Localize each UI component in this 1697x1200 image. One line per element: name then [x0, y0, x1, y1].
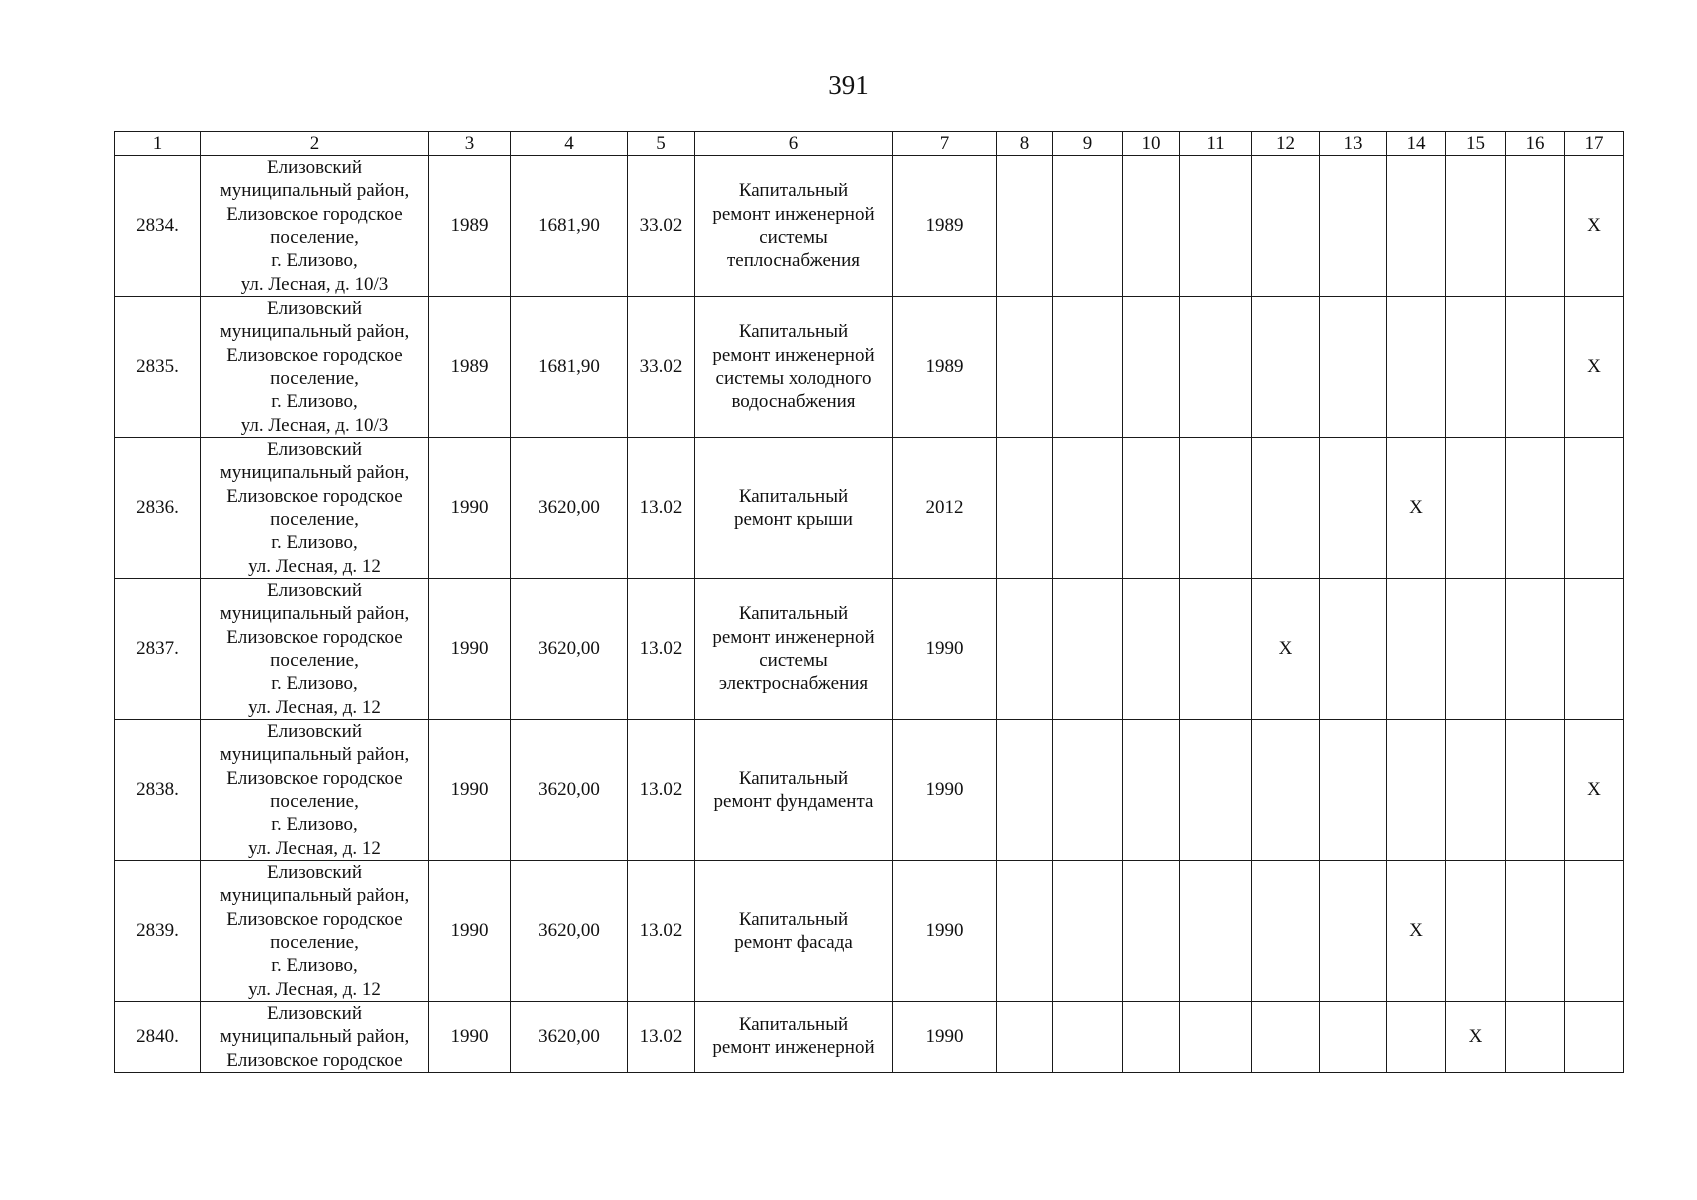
table-row	[115, 579, 1624, 720]
mark-cell-col-11	[1180, 438, 1252, 579]
work-type-cell	[695, 579, 893, 720]
mark-cell-col-11	[1180, 720, 1252, 861]
area-cell: 1681,90	[511, 297, 628, 438]
mark-cell-col-15	[1446, 156, 1506, 297]
mark-cell-col-10	[1123, 720, 1180, 861]
work-type-cell	[695, 720, 893, 861]
mark-cell-col-11	[1180, 1002, 1252, 1073]
address-line: г. Елизово,	[271, 814, 358, 836]
address-line: ул. Лесная, д. 12	[248, 555, 381, 577]
mark-cell-col-8	[997, 1002, 1053, 1073]
mark-cell-col-11	[1180, 861, 1252, 1002]
address-line: Елизовское городское	[226, 344, 403, 366]
work-line: системы	[759, 650, 828, 671]
row-number-cell: 2839.	[115, 861, 201, 1002]
row-number-cell: 2834.	[115, 156, 201, 297]
address-line: ул. Лесная, д. 12	[248, 837, 381, 859]
code-cell: 13.02	[628, 438, 695, 579]
address-line: поселение,	[270, 509, 359, 530]
mark-cell-col-9	[1053, 720, 1123, 861]
column-header-11: 11	[1180, 132, 1252, 156]
mark-cell-col-8	[997, 156, 1053, 297]
code-cell: 13.02	[628, 720, 695, 861]
mark-cell-col-12	[1252, 861, 1320, 1002]
mark-cell-col-17	[1565, 579, 1624, 720]
work-line: ремонт фасада	[734, 932, 853, 953]
address-line: Елизовский	[266, 862, 362, 884]
address-line: поселение,	[270, 791, 359, 812]
mark-cell-col-12	[1252, 1002, 1320, 1073]
mark-cell-col-12	[1252, 720, 1320, 861]
column-header-4: 4	[511, 132, 628, 156]
mark-cell-col-9	[1053, 297, 1123, 438]
address-line: муниципальный район,	[219, 1026, 410, 1048]
address-line: г. Елизово,	[271, 673, 358, 695]
code-cell: 33.02	[628, 297, 695, 438]
mark-cell-col-16	[1506, 720, 1565, 861]
row-number-cell: 2838.	[115, 720, 201, 861]
address-line: Елизовское городское	[226, 203, 403, 225]
work-line: ремонт крыши	[734, 509, 853, 530]
address-line: ул. Лесная, д. 10/3	[240, 273, 389, 295]
column-header-3: 3	[429, 132, 511, 156]
address-line: Елизовский	[266, 157, 362, 179]
repair-year-cell: 1989	[893, 297, 997, 438]
mark-cell-col-14	[1387, 156, 1446, 297]
mark-cell-col-17: X	[1565, 720, 1624, 861]
mark-cell-col-8	[997, 297, 1053, 438]
repair-year-cell: 2012	[893, 438, 997, 579]
mark-cell-col-11	[1180, 156, 1252, 297]
address-line: Елизовское городское	[226, 626, 403, 648]
address-cell	[201, 861, 429, 1002]
work-line: ремонт фундамента	[713, 791, 874, 812]
area-cell: 3620,00	[511, 861, 628, 1002]
column-header-16: 16	[1506, 132, 1565, 156]
mark-cell-col-15	[1446, 579, 1506, 720]
table-row	[115, 297, 1624, 438]
address-line: Елизовский	[266, 580, 362, 602]
mark-cell-col-16	[1506, 861, 1565, 1002]
column-header-15: 15	[1446, 132, 1506, 156]
column-header-2: 2	[201, 132, 429, 156]
work-line: Капитальный	[738, 321, 849, 343]
mark-cell-col-14	[1387, 297, 1446, 438]
address-line: Елизовский	[266, 721, 362, 743]
page-number: 391	[828, 70, 869, 100]
mark-cell-col-14	[1387, 720, 1446, 861]
column-header-6: 6	[695, 132, 893, 156]
address-line: Елизовское городское	[226, 485, 403, 507]
address-line: Елизовское городское	[226, 767, 403, 789]
work-line: ремонт инженерной	[712, 626, 875, 648]
repair-year-cell: 1990	[893, 720, 997, 861]
mark-cell-col-14: X	[1387, 861, 1446, 1002]
column-header-14: 14	[1387, 132, 1446, 156]
address-line: поселение,	[270, 932, 359, 953]
mark-cell-col-17	[1565, 1002, 1624, 1073]
column-header-10: 10	[1123, 132, 1180, 156]
address-line: ул. Лесная, д. 10/3	[240, 414, 389, 436]
area-cell: 3620,00	[511, 438, 628, 579]
work-line: ремонт инженерной	[712, 1037, 875, 1059]
table-row	[115, 720, 1624, 861]
mark-cell-col-14	[1387, 579, 1446, 720]
work-type-cell	[695, 438, 893, 579]
address-line: муниципальный район,	[219, 603, 410, 625]
mark-cell-col-13	[1320, 156, 1387, 297]
build-year-cell: 1990	[429, 720, 511, 861]
mark-cell-col-10	[1123, 438, 1180, 579]
mark-cell-col-13	[1320, 861, 1387, 1002]
area-cell: 3620,00	[511, 579, 628, 720]
mark-cell-col-8	[997, 438, 1053, 579]
address-line: ул. Лесная, д. 12	[248, 696, 381, 718]
mark-cell-col-17: X	[1565, 156, 1624, 297]
work-line: Капитальный	[738, 908, 849, 930]
mark-cell-col-16	[1506, 156, 1565, 297]
mark-cell-col-10	[1123, 297, 1180, 438]
build-year-cell: 1989	[429, 297, 511, 438]
work-line: ремонт инженерной	[712, 344, 875, 366]
repair-year-cell: 1990	[893, 579, 997, 720]
mark-cell-col-13	[1320, 438, 1387, 579]
mark-cell-col-9	[1053, 861, 1123, 1002]
mark-cell-col-16	[1506, 579, 1565, 720]
address-line: г. Елизово,	[271, 391, 358, 413]
work-type-cell	[695, 156, 893, 297]
repair-year-cell: 1990	[893, 861, 997, 1002]
address-cell	[201, 156, 429, 297]
column-header-13: 13	[1320, 132, 1387, 156]
mark-cell-col-8	[997, 720, 1053, 861]
row-number-cell: 2836.	[115, 438, 201, 579]
build-year-cell: 1989	[429, 156, 511, 297]
mark-cell-col-16	[1506, 1002, 1565, 1073]
mark-cell-col-9	[1053, 1002, 1123, 1073]
mark-cell-col-11	[1180, 297, 1252, 438]
address-line: муниципальный район,	[219, 885, 410, 907]
mark-cell-col-17	[1565, 438, 1624, 579]
mark-cell-col-15	[1446, 861, 1506, 1002]
address-line: поселение,	[270, 227, 359, 248]
column-header-9: 9	[1053, 132, 1123, 156]
work-line: Капитальный	[738, 1014, 849, 1035]
table-row	[115, 1002, 1624, 1073]
table-row	[115, 438, 1624, 579]
work-type-cell	[695, 1002, 893, 1073]
work-line: системы холодного	[715, 368, 872, 389]
code-cell: 13.02	[628, 1002, 695, 1073]
work-line: Капитальный	[738, 180, 849, 202]
work-line: ремонт инженерной	[712, 203, 875, 225]
address-line: г. Елизово,	[271, 250, 358, 272]
mark-cell-col-13	[1320, 297, 1387, 438]
address-cell	[201, 579, 429, 720]
mark-cell-col-12: X	[1252, 579, 1320, 720]
work-type-cell	[695, 861, 893, 1002]
build-year-cell: 1990	[429, 1002, 511, 1073]
mark-cell-col-11	[1180, 579, 1252, 720]
address-cell	[201, 720, 429, 861]
mark-cell-col-17	[1565, 861, 1624, 1002]
address-line: Елизовское городское	[226, 1049, 403, 1071]
mark-cell-col-15	[1446, 438, 1506, 579]
mark-cell-col-13	[1320, 579, 1387, 720]
mark-cell-col-15: X	[1446, 1002, 1506, 1073]
work-line: электроснабжения	[718, 673, 869, 695]
table-row	[115, 861, 1624, 1002]
area-cell: 3620,00	[511, 1002, 628, 1073]
row-number-cell: 2835.	[115, 297, 201, 438]
column-header-8: 8	[997, 132, 1053, 156]
mark-cell-col-8	[997, 579, 1053, 720]
repair-year-cell: 1990	[893, 1002, 997, 1073]
mark-cell-col-17: X	[1565, 297, 1624, 438]
mark-cell-col-8	[997, 861, 1053, 1002]
mark-cell-col-10	[1123, 156, 1180, 297]
header-row	[115, 132, 1624, 156]
build-year-cell: 1990	[429, 861, 511, 1002]
mark-cell-col-16	[1506, 438, 1565, 579]
work-line: Капитальный	[738, 485, 849, 507]
mark-cell-col-10	[1123, 579, 1180, 720]
mark-cell-col-10	[1123, 861, 1180, 1002]
mark-cell-col-10	[1123, 1002, 1180, 1073]
address-line: г. Елизово,	[271, 955, 358, 977]
area-cell: 3620,00	[511, 720, 628, 861]
address-line: Елизовское городское	[226, 908, 403, 930]
column-header-12: 12	[1252, 132, 1320, 156]
mark-cell-col-13	[1320, 1002, 1387, 1073]
build-year-cell: 1990	[429, 438, 511, 579]
column-header-1: 1	[115, 132, 201, 156]
address-line: Елизовский	[266, 1003, 362, 1024]
mark-cell-col-15	[1446, 297, 1506, 438]
register-table	[114, 131, 1624, 1073]
table-header	[115, 132, 1624, 156]
mark-cell-col-15	[1446, 720, 1506, 861]
address-line: муниципальный район,	[219, 744, 410, 766]
address-line: муниципальный район,	[219, 321, 410, 343]
code-cell: 13.02	[628, 579, 695, 720]
address-line: г. Елизово,	[271, 532, 358, 554]
work-type-cell	[695, 297, 893, 438]
mark-cell-col-12	[1252, 156, 1320, 297]
work-line: системы	[759, 227, 828, 248]
row-number-cell: 2837.	[115, 579, 201, 720]
mark-cell-col-14: X	[1387, 438, 1446, 579]
address-line: муниципальный район,	[219, 462, 410, 484]
build-year-cell: 1990	[429, 579, 511, 720]
mark-cell-col-12	[1252, 297, 1320, 438]
address-cell	[201, 1002, 429, 1073]
mark-cell-col-14	[1387, 1002, 1446, 1073]
work-line: Капитальный	[738, 603, 849, 625]
mark-cell-col-9	[1053, 156, 1123, 297]
work-line: водоснабжения	[731, 391, 856, 413]
address-cell	[201, 438, 429, 579]
address-line: муниципальный район,	[219, 180, 410, 202]
area-cell: 1681,90	[511, 156, 628, 297]
table-body	[115, 156, 1624, 1073]
code-cell: 13.02	[628, 861, 695, 1002]
address-line: поселение,	[270, 650, 359, 671]
work-line: теплоснабжения	[727, 250, 860, 272]
column-header-17: 17	[1565, 132, 1624, 156]
code-cell: 33.02	[628, 156, 695, 297]
mark-cell-col-12	[1252, 438, 1320, 579]
address-line: Елизовский	[266, 439, 362, 461]
address-line: Елизовский	[266, 298, 362, 320]
address-line: поселение,	[270, 368, 359, 389]
mark-cell-col-13	[1320, 720, 1387, 861]
repair-year-cell: 1989	[893, 156, 997, 297]
column-header-7: 7	[893, 132, 997, 156]
table-row	[115, 156, 1624, 297]
mark-cell-col-9	[1053, 438, 1123, 579]
address-cell	[201, 297, 429, 438]
column-header-5: 5	[628, 132, 695, 156]
work-line: Капитальный	[738, 767, 849, 789]
row-number-cell: 2840.	[115, 1002, 201, 1073]
address-line: ул. Лесная, д. 12	[248, 978, 381, 1000]
mark-cell-col-16	[1506, 297, 1565, 438]
mark-cell-col-9	[1053, 579, 1123, 720]
